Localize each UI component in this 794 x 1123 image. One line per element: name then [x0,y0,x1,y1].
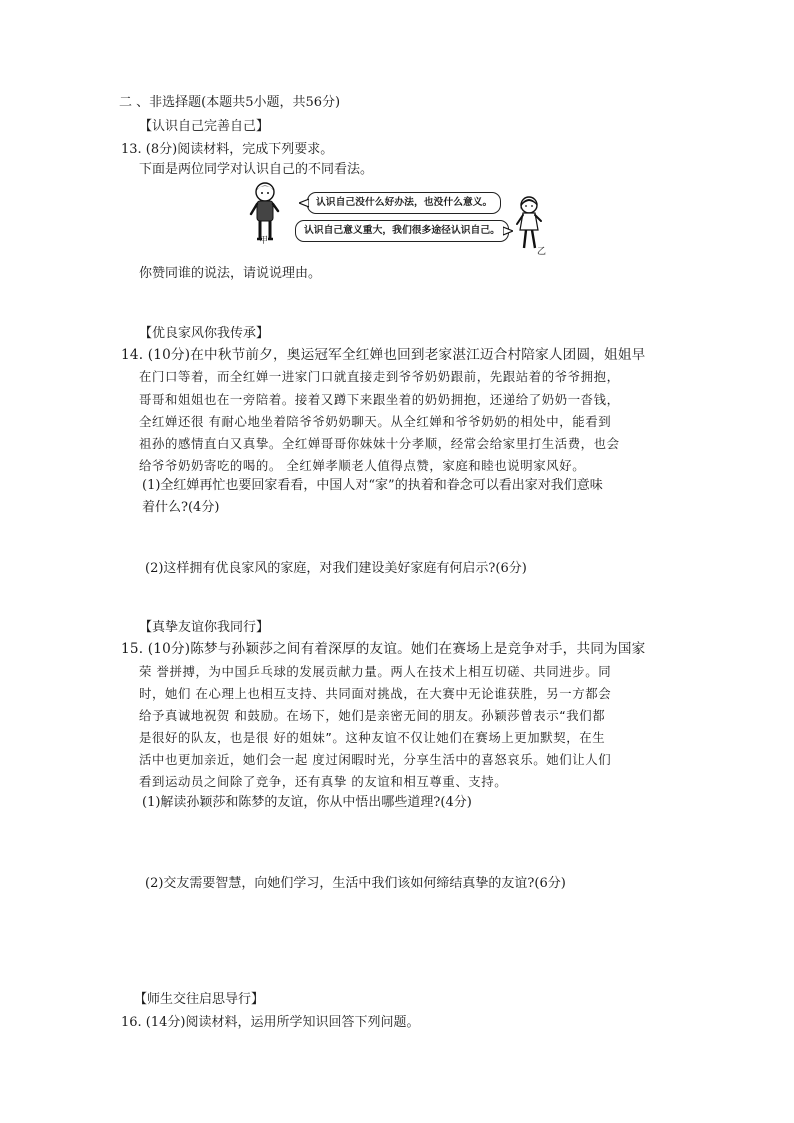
speech-bubble-yi: 认识自己意义重大，我们很多途径认识自己。 [295,220,509,242]
speech-bubble-jia: 认识自己没什么好办法，也没什么意义。 [307,192,501,214]
bubble-pointer-jia [299,198,309,208]
q14-sub1: (1)全红婵再忙也要回家看看，中国人对“家”的执着和眷念可以看出家对我们意味 [142,478,603,493]
q15-text-line: 荣 誉拼搏，为中国乒乓球的发展贡献力量。两人在技术上相互切磋、共同进步。同 [139,664,612,679]
q15-text-line: 看到运动员之间除了竞争，还有真挚 的友谊和相互尊重、支持。 [139,774,508,789]
q13-number-line: 13. (8分)阅读材料，完成下列要求。 [121,142,334,157]
q15-text-line: 是很好的队友，也是很 好的姐妹”。这种友谊不仅让她们在赛场上更加默契，在生 [139,730,606,745]
bubble-pointer-yi [503,226,513,236]
q15-text-line: 活中也更加亲近，她们会一起 度过闲暇时光，分享生活中的喜怒哀乐。她们让人们 [139,752,612,767]
q14-sub1-cont: 着什么?(4分) [142,500,220,515]
q14-sub2: (2)这样拥有优良家风的家庭，对我们建设美好家庭有何启示?(6分) [145,561,527,576]
q13-question: 你赞同谁的说法，请说说理由。 [139,266,322,281]
q15-tag: 【真挚友谊你我同行】 [139,620,270,635]
q14-text-line: 给爷爷奶奶寄吃的喝的。 全红婵孝顺老人值得点赞，家庭和睦也说明家风好。 [139,458,586,473]
q14-text-line: 全红婵还很 有耐心地坐着陪爷爷奶奶聊天。从全红婵和爷爷奶奶的相处中，能看到 [139,414,612,429]
q15-sub2: (2)交友需要智慧，向她们学习，生活中我们该如何缔结真挚的友谊?(6分) [145,876,566,891]
q14-tag: 【优良家风你我传承】 [139,326,270,341]
q16-tag: 【师生交往启思导行】 [134,992,265,1007]
q14-text-line: 在门口等着，而全红婵一进家门口就直接走到爷爷奶奶跟前，先跟站着的爷爷拥抱， [139,369,620,384]
q13-cartoon-figure [243,178,547,258]
q16-number-line: 16. (14分)阅读材料，运用所学知识回答下列问题。 [121,1015,420,1030]
q15-text-line: 时，她们 在心理上也相互支持、共同面对挑战，在大赛中无论谁获胜，另一方都会 [139,686,612,701]
q14-text-line: 哥哥和姐姐也在一旁陪着。接着又蹲下来跟坐着的奶奶拥抱，还递给了奶奶一沓钱， [139,392,620,407]
label-yi: 乙 [537,247,547,257]
section-heading: 二 、非选择题(本题共5小题，共56分) [119,95,341,110]
q13-tag: 【认识自己完善自己】 [139,119,270,134]
q15-sub1: (1)解读孙颖莎和陈梦的友谊，你从中悟出哪些道理?(4分) [142,795,472,810]
q14-text-line: 14. (10分)在中秋节前夕，奥运冠军全红婵也回到老家湛江迈合村陪家人团圆，姐姐早 [121,347,646,363]
q13-intro: 下面是两位同学对认识自己的不同看法。 [139,162,374,177]
q15-text-line: 15. (10分)陈梦与孙颖莎之间有着深厚的友谊。她们在赛场上是竞争对手，共同为国家 [121,641,646,657]
q14-text-line: 祖孙的感情直白又真挚。全红婵哥哥你妹妹十分孝顺，经常会给家里打生活费，也会 [139,436,620,451]
q15-text-line: 给予真诚地祝贺 和鼓励。在场下，她们是亲密无间的朋友。孙颖莎曾表示“我们都 [139,708,606,723]
label-jia: 甲 [259,236,269,246]
